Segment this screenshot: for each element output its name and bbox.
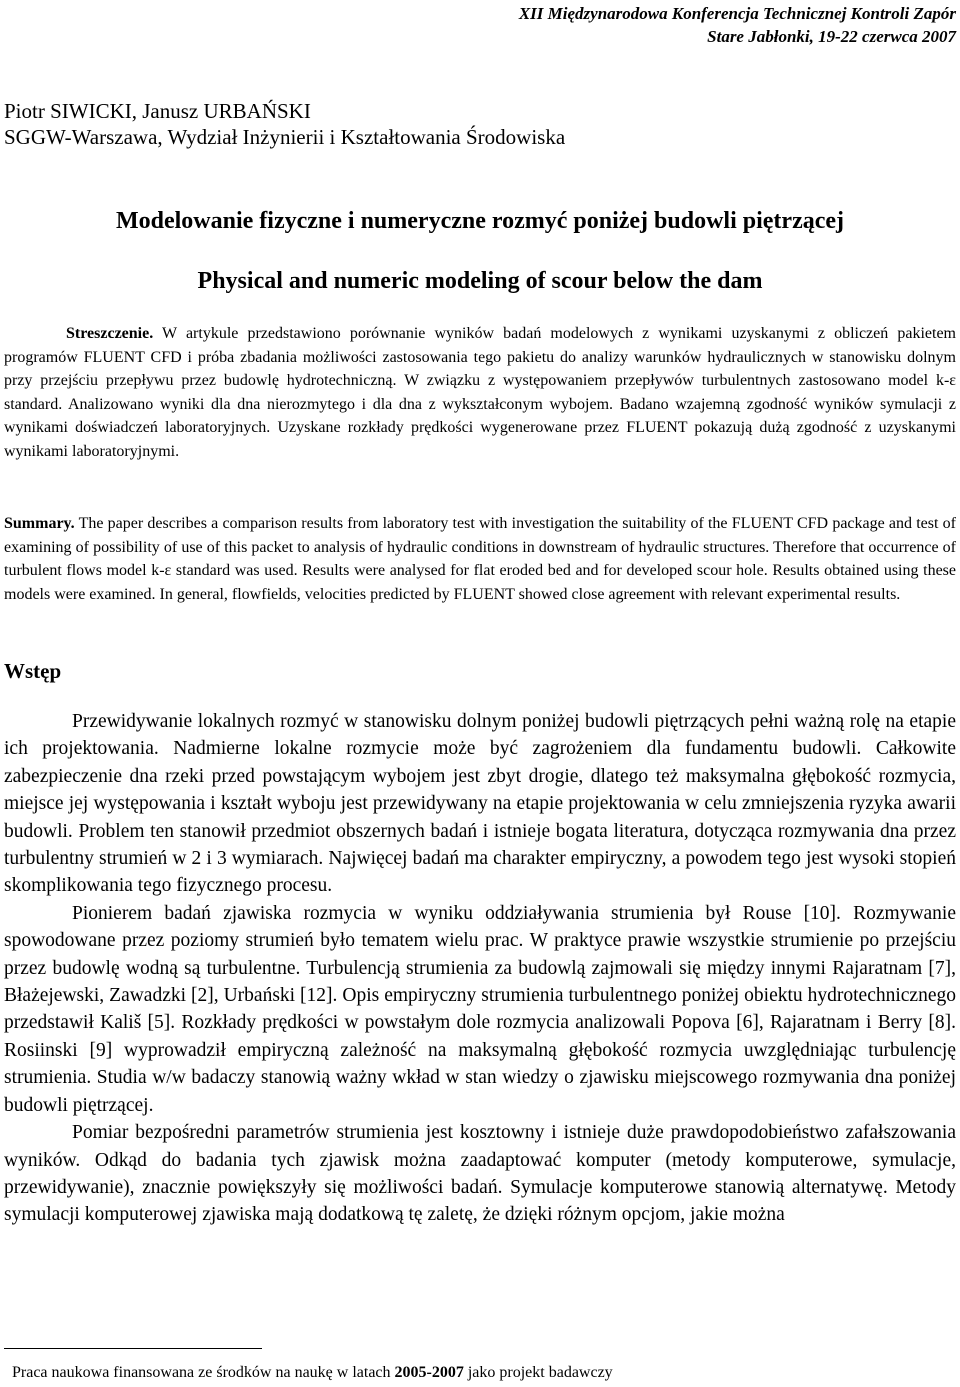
paper-title-polish: Modelowanie fizyczne i numeryczne rozmyć poniżej budowli piętrzącej <box>115 208 845 234</box>
footnote-years: 2005-2007 <box>394 1364 464 1381</box>
abstract-english-lead: Summary. <box>4 515 75 532</box>
author-names: Piotr SIWICKI, Janusz URBAŃSKI <box>4 99 311 123</box>
paper-title-english: Physical and numeric modeling of scour below the dam <box>197 268 763 294</box>
footnote-text-after: jako projekt badawczy <box>463 1364 613 1381</box>
section-body <box>4 708 956 1229</box>
conference-name: XII Międzynarodowa Konferencja Technicznej Kontroli Zapór <box>518 4 956 23</box>
conference-place-date: Stare Jabłonki, 19-22 czerwca 2007 <box>707 27 956 46</box>
author-affiliation: SGGW-Warszawa, Wydział Inżynierii i Kształtowania Środowiska <box>4 125 566 149</box>
body-paragraph-3: Pomiar bezpośredni parametrów strumienia jest kosztowny i istnieje duże prawdopodobieństwo zafałszowania wyników. Odkąd do badania tych zjawisk można zaadaptować komputer (metody komputerowe, symulacje, przewidywanie), znacznie powiększyły się możliwości badań. Symulacje komputerowe stanowią alternatywę. Metody symulacji komputerowej zjawiska mają dodatkową tę zaletę, że dzięki różnym opcjom, jakie można <box>4 1122 956 1226</box>
footnote <box>12 1363 613 1383</box>
section-heading: Wstęp <box>4 659 62 683</box>
conference-header <box>519 2 956 48</box>
body-paragraph-1: Przewidywanie lokalnych rozmyć w stanowisku dolnym poniżej budowli piętrzących pełni ważną rolę na etapie ich projektowania. Nadmierne lokalne rozmycie może być zagrożeniem dla fundamentu budowli. Całkowite zabezpieczenie dna rzeki przed powstającym wybojem jest zbyt drogie, dlatego też maksymalna głębokość rozmycia, miejsce jej występowania i kształt wyboju jest przewidywany na etapie projektowania w celu zmniejszenia ryzyka awarii budowli. Problem ten stanowił przedmiot obszernych badań i istnieje bogata literatura, dotycząca rozmywania dna przez turbulentny strumień w 2 i 3 wymiarach. Najwięcej badań ma charakter empiryczny, a powodem tego jest wysoki stopień skomplikowania tego fizycznego procesu. <box>4 711 956 897</box>
abstract-polish <box>4 322 956 464</box>
abstract-polish-text: W artykule przedstawiono porównanie wyników badań modelowych z wynikami uzyskanymi z obliczeń pakietem programów FLUENT CFD i próba zbadania możliwości zastosowania tego pakietu do analizy warunków hydraulicznych w stanowisku dolnym przy przejściu przepływu przez budowlę hydrotechniczną. W związku z występowaniem przepływów turbulentnych zastosowano model k-ε standard. Analizowano wyniki dla dna nierozmytego i dla dna z wykształconym wybojem. Badano wzajemną zgodność wyników symulacji z wynikami doświadczeń laboratoryjnych. Uzyskane rozkłady prędkości wygenerowane przez FLUENT pokazują dużą zgodność z uzyskanymi wynikami laboratoryjnymi. <box>4 325 956 460</box>
abstract-polish-lead: Streszczenie. <box>66 325 154 342</box>
footnote-separator <box>4 1348 262 1349</box>
body-paragraph-2: Pionierem badań zjawiska rozmycia w wyniku oddziaływania strumienia był Rouse [10]. Rozmywanie spowodowane przez poziomy strumień było tematem wielu prac. W praktyce prawie wszystkie strumienie po przejściu przez budowlę wodną są turbulentne. Turbulencją strumienia za budowlą zajmowali się między innymi Rajaratnam [7], Błażejewski, Zawadzki [2], Urbański [12]. Opis empiryczny strumienia turbulentnego poniżej obiektu hydrotechnicznego przedstawił Kališ [5]. Rozkłady prędkości w powstałym dole rozmycia analizowali Popova [6], Rajaratnam i Berry [8]. Rosiinski [9] wyprowadził empiryczną zależność na maksymalną głębokość rozmycia uwzględniając turbulencję strumienia. Studia w/w badaczy stanowią ważny wkład w stan wiedzy o zjawisku miejscowego rozmywania dna poniżej budowli piętrzącej. <box>4 902 956 1116</box>
authors-block <box>4 98 565 150</box>
abstract-english-text: The paper describes a comparison results from laboratory test with investigation the suitability of the FLUENT CFD package and test of examining of possibility of use of this packet to analysis of hydraulic conditions in downstream of hydraulic structures. Therefore that occurrence of turbulent flows model k-ε standard was used. Results were analysed for flat eroded bed and for developed scour hole. Results obtained using these models were examined. In general, flowfields, velocities predicted by FLUENT showed close agreement with relevant experimental results. <box>4 515 956 603</box>
abstract-english <box>4 512 956 606</box>
footnote-text-before: Praca naukowa finansowana ze środków na naukę w latach <box>12 1364 395 1381</box>
